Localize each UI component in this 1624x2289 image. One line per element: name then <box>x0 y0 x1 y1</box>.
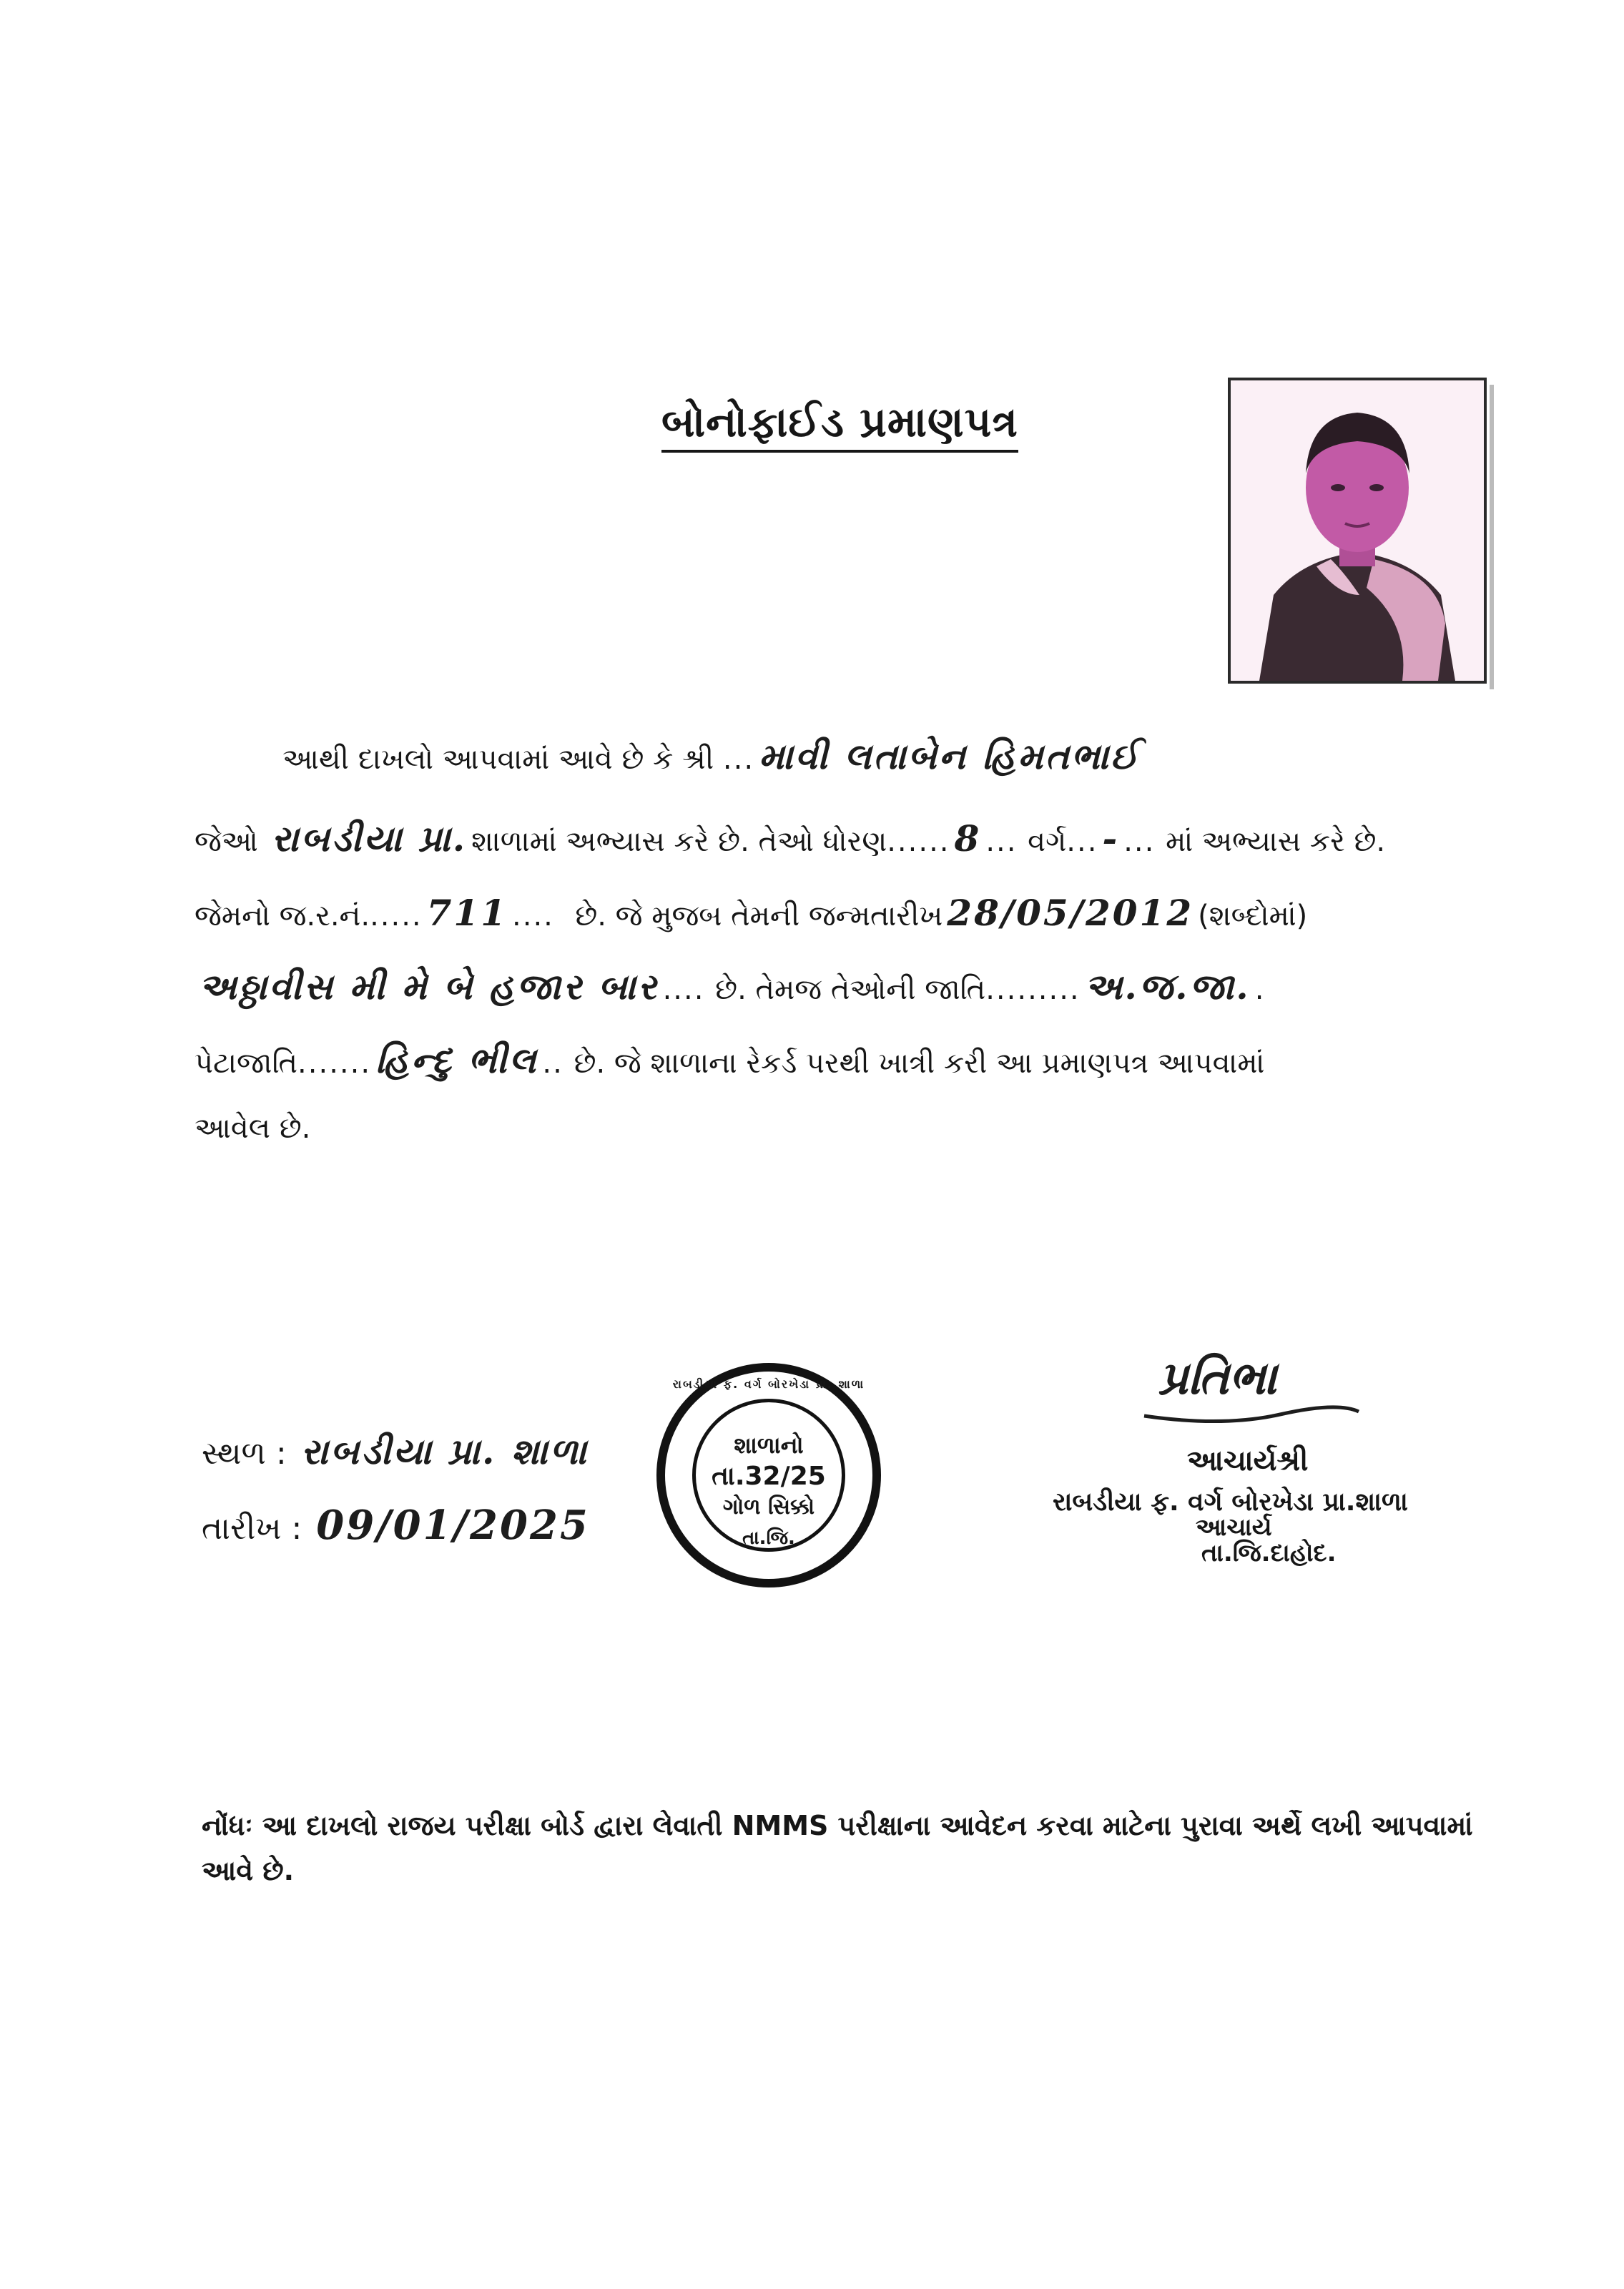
footer-note: નોંધઃ આ દાખલો રાજય પરીક્ષા બોર્ડ દ્વારા લેવાતી NMMS પરીક્ષાના આવેદન કરવા માટેના પુરાવા અર્થે લખી આપવામાં આવે છે. <box>202 1810 1473 1886</box>
line2-prefix: જેઓ <box>195 825 267 858</box>
line2-mid: શાળામાં અભ્યાસ કરે છે. તેઓ ધોરણ <box>471 825 887 858</box>
place-label: સ્થળ : <box>202 1435 287 1472</box>
certificate-line-1: આથી દાખલો આપવામાં આવે છે કે શ્રી ... માવી લતાબેન હિમતભાઈ <box>282 739 1145 774</box>
student-photo-image <box>1231 380 1484 681</box>
signature-underline <box>1137 1402 1366 1430</box>
student-photo <box>1228 378 1487 684</box>
certificate-line-5: પેટાજાતિ....... હિન્દુ ભીલ .. છે. જે શાળાના રેકર્ડ પરથી ખાત્રી કરી આ પ્રમાણપત્ર આપવામાં <box>195 1039 1265 1081</box>
date-value: 09/01/2025 <box>316 1502 590 1549</box>
line4-mid: છે. તેમજ તેઓની જાતિ <box>715 973 986 1006</box>
caste: અ.જ.જા. <box>1084 965 1251 1008</box>
subcaste: હિન્દુ ભીલ <box>375 1039 538 1081</box>
stamp-line-2: તા.32/25 <box>712 1462 826 1491</box>
date-label: તારીખ : <box>202 1510 302 1547</box>
signature-role: આચાર્યશ્રી <box>1187 1444 1309 1477</box>
certificate-line-2: જેઓ રાબડીયા પ્રા. શાળામાં અભ્યાસ કરે છે. તેઓ ધોરણ...... 8 ... વર્ગ... - ... માં અભ્યાસ કરે છે. <box>195 817 1386 860</box>
signature-school: રાબડીયા ફ. વર્ગ બોરખેડા પ્રા.શાળા <box>1053 1487 1408 1517</box>
division: - <box>1102 817 1120 860</box>
principal-signature: પ્રતિભા <box>1158 1352 1277 1405</box>
register-no: 711 <box>426 892 508 934</box>
line2-mid2: વર્ગ <box>1028 825 1067 858</box>
place-row <box>202 1430 593 1472</box>
school-stamp <box>656 1363 881 1587</box>
line1-text: આથી દાખલો આપવામાં આવે છે કે શ્રી <box>282 743 723 776</box>
certificate-line-3: જેમનો જ.ર.નં...... 711 .... છે. જે મુજબ તેમની જન્મતારીખ 28/05/2012 (શબ્દોમાં) <box>195 892 1308 934</box>
line3-prefix: જેમનો જ.ર.નં. <box>195 900 370 932</box>
stamp-line-3: ગોળ સિક્કો <box>722 1495 815 1520</box>
signature-district: તા.જિ.દાહોદ. <box>1201 1539 1337 1567</box>
school-name: રાબડીયા પ્રા. <box>271 817 468 860</box>
place-value: રાબડીયા પ્રા. શાળા <box>300 1430 589 1472</box>
line5-suffix: છે. જે શાળાના રેકર્ડ પરથી ખાત્રી કરી આ પ્રમાણપત્ર આપવામાં <box>574 1047 1265 1080</box>
line2-suffix: માં અભ્યાસ કરે છે. <box>1166 825 1386 858</box>
line5-prefix: પેટાજાતિ <box>195 1047 298 1080</box>
date-row <box>202 1502 594 1549</box>
standard: 8 <box>954 817 982 860</box>
birth-date: 28/05/2012 <box>947 892 1194 934</box>
certificate-title: બોનોફાઈડ પ્રમાણપત્ર <box>661 398 1018 453</box>
stamp-ring-text: રાબડીયા ફ. વર્ગ બોરખેડા પ્રા. શાળા <box>672 1377 865 1391</box>
student-name: માવી લતાબેન હિમતભાઈ <box>759 735 1141 777</box>
line3-mid: છે. જે મુજબ તેમની જન્મતારીખ <box>575 900 943 932</box>
certificate-line-4: અઠ્ઠાવીસ મી મે બે હજાર બાર .... છે. તેમજ તેઓની જાતિ......... અ.જ.જા. . <box>195 969 1265 1005</box>
line3-suffix: (શબ્દોમાં) <box>1198 900 1308 932</box>
stamp-line-1: શાળાનો <box>734 1432 804 1459</box>
certificate-line-6: આવેલ છે. <box>195 1112 311 1145</box>
birth-date-words: અઠ્ઠાવીસ મી મે બે હજાર બાર <box>199 965 659 1008</box>
signature-stamp-role: આચાર્ય <box>1196 1513 1272 1542</box>
stamp-line-4: તા.જિ. <box>742 1527 795 1549</box>
